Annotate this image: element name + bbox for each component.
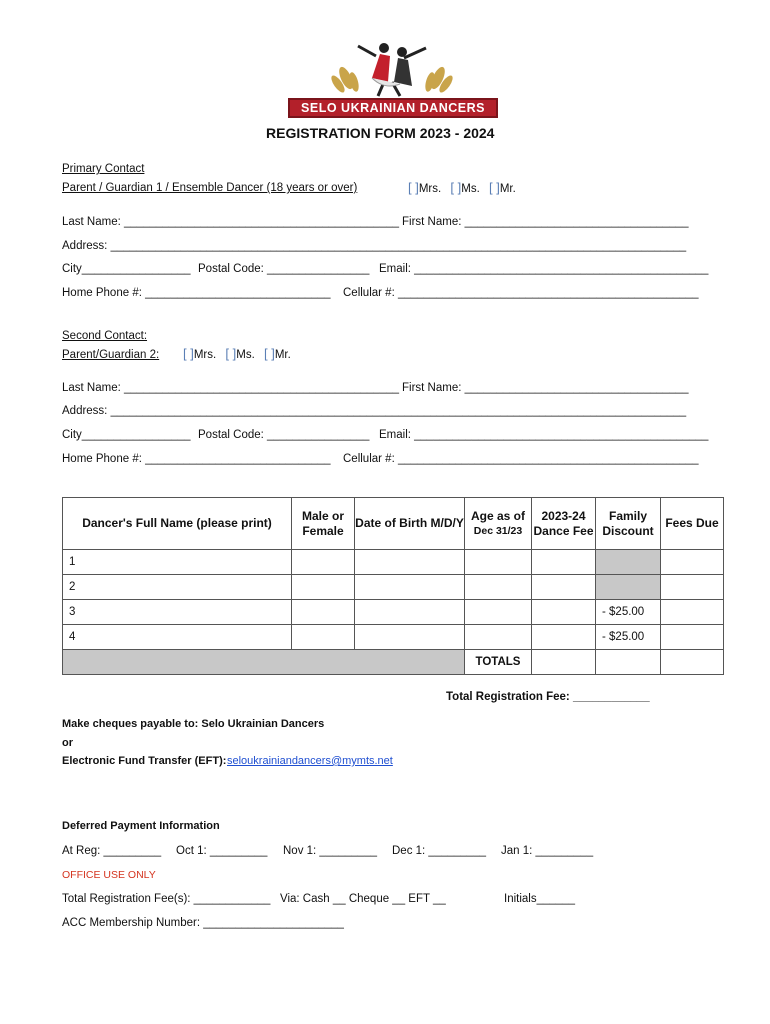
acc-membership-field[interactable]: ACC Membership Number: ______________________ (62, 917, 344, 929)
gender-cell[interactable] (292, 600, 355, 625)
second-guardian-label: Parent/Guardian 2: (62, 349, 160, 361)
mrs-label: Mrs. (193, 349, 217, 361)
second-home-phone-field[interactable]: Home Phone #: _____________________________ (62, 453, 331, 465)
ms-checkbox[interactable]: [ ] (225, 346, 237, 361)
deferred-heading: Deferred Payment Information (62, 820, 220, 832)
oct-field[interactable]: Oct 1: _________ (176, 845, 268, 857)
second-last-name-field[interactable]: Last Name: ___________________________________________ (62, 382, 400, 394)
table-row (63, 550, 724, 575)
dob-cell[interactable] (355, 600, 465, 625)
age-cell[interactable] (465, 550, 532, 575)
fees-due-cell[interactable] (661, 625, 724, 650)
mrs-checkbox[interactable]: [ ] (183, 346, 194, 361)
table-header-row (63, 498, 724, 550)
primary-guardian-label: Parent / Guardian 1 / Ensemble Dancer (18 years or over) (62, 182, 358, 194)
discount-cell (596, 575, 661, 600)
table-row (63, 575, 724, 600)
header-dance-fee: 2023-24 Dance Fee (532, 498, 596, 550)
mrs-label: Mrs. (418, 183, 442, 195)
primary-city-field[interactable]: City_________________ (62, 263, 191, 275)
table-row (63, 625, 724, 650)
second-email-field[interactable]: Email: ______________________________________________ (379, 429, 709, 441)
total-dance-fee-cell[interactable] (532, 650, 596, 675)
dance-fee-cell[interactable] (532, 625, 596, 650)
row-number: 4 (63, 625, 292, 650)
mr-label: Mr. (499, 183, 516, 195)
second-postal-field[interactable]: Postal Code: ________________ (198, 429, 370, 441)
age-cell[interactable] (465, 575, 532, 600)
dec-field[interactable]: Dec 1: _________ (392, 845, 486, 857)
gender-cell[interactable] (292, 550, 355, 575)
fees-due-cell[interactable] (661, 575, 724, 600)
primary-contact-heading: Primary Contact (62, 163, 145, 175)
office-use-heading: OFFICE USE ONLY (62, 869, 156, 881)
ms-label: Ms. (236, 349, 255, 361)
primary-first-name-field[interactable]: First Name: ___________________________________ (402, 216, 689, 228)
dancer-emblem-icon (288, 38, 498, 100)
selo-logo (288, 38, 498, 120)
initials-field[interactable]: Initials______ (504, 893, 575, 905)
primary-postal-field[interactable]: Postal Code: ________________ (198, 263, 370, 275)
form-title: REGISTRATION FORM 2023 - 2024 (266, 125, 495, 141)
primary-address-field[interactable]: Address: __________________________________________________________________________________________ (62, 240, 687, 252)
second-first-name-field[interactable]: First Name: ___________________________________ (402, 382, 689, 394)
totals-label: TOTALS (465, 650, 532, 675)
total-fees-due-cell[interactable] (661, 650, 724, 675)
table-row (63, 600, 724, 625)
gender-cell[interactable] (292, 575, 355, 600)
primary-home-phone-field[interactable]: Home Phone #: _____________________________ (62, 287, 331, 299)
fees-due-cell[interactable] (661, 550, 724, 575)
second-cell-field[interactable]: Cellular #: _______________________________________________ (343, 453, 699, 465)
eft-label: Electronic Fund Transfer (EFT): (62, 755, 227, 767)
dob-cell[interactable] (355, 550, 465, 575)
header-fees-due: Fees Due (661, 498, 724, 550)
second-title-options (183, 346, 291, 361)
mr-checkbox[interactable]: [ ] (263, 346, 275, 361)
dob-cell[interactable] (355, 625, 465, 650)
row-number: 3 (63, 600, 292, 625)
payment-via-field[interactable]: Via: Cash __ Cheque __ EFT __ (280, 893, 446, 905)
header-gender: Male or Female (292, 498, 355, 550)
primary-title-options (408, 180, 516, 195)
row-number: 1 (63, 550, 292, 575)
discount-cell (596, 550, 661, 575)
header-dob: Date of Birth M/D/Y (355, 498, 465, 550)
office-total-fee-field[interactable]: Total Registration Fee(s): ____________ (62, 893, 271, 905)
header-dancer-name: Dancer's Full Name (please print) (63, 498, 292, 550)
jan-field[interactable]: Jan 1: _________ (501, 845, 594, 857)
discount-cell: - $25.00 (596, 600, 661, 625)
header-age: Age as of Dec 31/23 (465, 498, 532, 550)
dance-fee-cell[interactable] (532, 575, 596, 600)
age-cell[interactable] (465, 625, 532, 650)
header-family-discount: Family Discount (596, 498, 661, 550)
second-contact-heading: Second Contact: (62, 330, 148, 342)
mr-checkbox[interactable]: [ ] (488, 180, 500, 195)
fees-due-cell[interactable] (661, 600, 724, 625)
primary-last-name-field[interactable]: Last Name: ___________________________________________ (62, 216, 400, 228)
nov-field[interactable]: Nov 1: _________ (283, 845, 377, 857)
mr-label: Mr. (274, 349, 291, 361)
logo-banner: SELO UKRAINIAN DANCERS (288, 98, 498, 118)
dance-fee-cell[interactable] (532, 550, 596, 575)
totals-row (63, 650, 724, 675)
total-discount-cell[interactable] (596, 650, 661, 675)
ms-checkbox[interactable]: [ ] (450, 180, 462, 195)
row-number: 2 (63, 575, 292, 600)
gender-cell[interactable] (292, 625, 355, 650)
dob-cell[interactable] (355, 575, 465, 600)
second-address-field[interactable]: Address: __________________________________________________________________________________________ (62, 405, 687, 417)
mrs-checkbox[interactable]: [ ] (408, 180, 419, 195)
eft-email-link[interactable]: seloukrainiandancers@mymts.net (227, 755, 393, 767)
primary-email-field[interactable]: Email: ______________________________________________ (379, 263, 709, 275)
age-cell[interactable] (465, 600, 532, 625)
totals-blank (63, 650, 465, 675)
or-text: or (62, 737, 73, 749)
dance-fee-cell[interactable] (532, 600, 596, 625)
ms-label: Ms. (461, 183, 480, 195)
discount-cell: - $25.00 (596, 625, 661, 650)
dancer-registration-table (62, 497, 724, 675)
second-city-field[interactable]: City_________________ (62, 429, 191, 441)
at-reg-field[interactable]: At Reg: _________ (62, 845, 162, 857)
primary-cell-field[interactable]: Cellular #: _______________________________________________ (343, 287, 699, 299)
cheques-payable: Make cheques payable to: Selo Ukrainian Dancers (62, 718, 325, 730)
total-registration-fee[interactable]: Total Registration Fee: ____________ (446, 691, 650, 703)
